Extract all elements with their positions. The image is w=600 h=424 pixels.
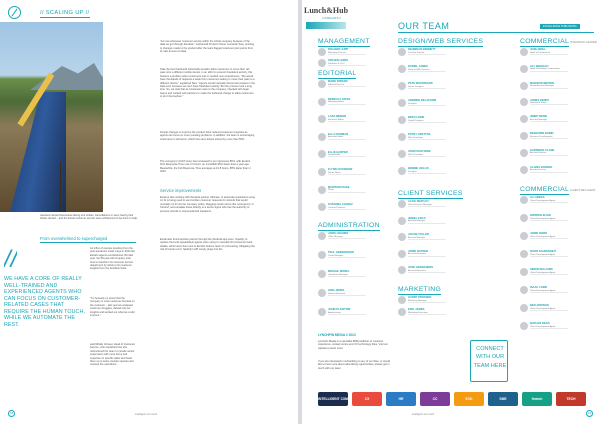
avatar <box>398 308 406 316</box>
member-name: BENJAMIN BOBIN <box>530 132 554 136</box>
avatar <box>520 268 528 276</box>
brand-swoosh <box>306 22 346 29</box>
member-contact-line <box>408 223 446 224</box>
member-role: Creative Director <box>408 51 425 54</box>
member-contact-line <box>328 192 366 193</box>
contact-text: Lynchpin Media is a specialist B2B publisher of customer experience, contact centre and CX technology titles. Visit our website to learn more. <box>318 340 388 350</box>
avatar <box>318 168 326 176</box>
member-role: Assistant Editor <box>328 136 344 139</box>
member-role: Account Executive <box>408 269 426 272</box>
member-name: MARK SPEERS <box>328 80 348 84</box>
section-editorial: EDITORIAL <box>318 70 357 77</box>
member-name: FRYNY CRETTAN <box>408 133 431 137</box>
member-name: LARA MENON <box>328 115 347 119</box>
member-role: Account Manager <box>530 118 548 121</box>
member-name: ALI ABBAS <box>530 196 545 200</box>
avatar <box>318 232 326 240</box>
commercial-2-subtitle: (CLIENT DEV AGENT) <box>570 189 597 192</box>
avatar <box>520 82 528 90</box>
team-member <box>318 80 390 89</box>
avatar <box>520 196 528 204</box>
section-management: MANAGEMENT <box>318 38 370 45</box>
member-name: JENNA GOLD <box>408 216 426 220</box>
publication-logo[interactable]: CC <box>420 392 450 406</box>
member-role: Business Development <box>530 135 553 138</box>
team-member <box>398 48 470 57</box>
team-member <box>520 166 592 175</box>
member-name: ANDREW DELAFORM <box>408 99 437 103</box>
avatar <box>318 98 326 106</box>
team-member <box>318 59 390 68</box>
member-role: Account Director <box>530 169 547 172</box>
member-name: ALAINA BARKER <box>530 165 553 169</box>
member-role: Digital Designer <box>408 119 424 122</box>
member-role: Managing Editor <box>328 101 344 104</box>
team-member <box>318 232 390 241</box>
avatar <box>520 132 528 140</box>
member-contact-line <box>328 139 366 140</box>
member-role: Client Development Agent <box>530 217 556 220</box>
track-line <box>60 162 61 212</box>
section-marketing: MARKETING <box>398 286 442 293</box>
avatar <box>520 48 528 56</box>
member-name: JOHN PLAISTOW <box>328 308 351 312</box>
team-member <box>398 150 470 159</box>
cta-text[interactable]: CONNECT WITH OUR TEAM HERE <box>473 346 507 369</box>
section-commercial: COMMERCIAL <box>520 38 570 45</box>
member-role: Account Director <box>530 152 547 155</box>
member-role: Administrator <box>328 311 341 314</box>
team-member <box>318 115 390 124</box>
page-number-right: 19 <box>587 411 592 415</box>
member-role: Senior Designer <box>408 85 424 88</box>
member-name: JAMIE WARD <box>530 232 548 236</box>
member-name: BEN ADDISON <box>530 304 549 308</box>
avatar <box>318 251 326 259</box>
publication-logo[interactable]: TECH <box>556 392 586 406</box>
body-mid-c: said Mirelle Verveel, Head of Customer Service, who explained how she restructured her team to include senior supervisors with more focus and expertise on specific tasks and freed them up to solve complex queries and oversee the operations. <box>90 343 135 367</box>
member-name: ISAAC LOWE <box>530 286 548 290</box>
pullquote-mark: // <box>4 246 18 273</box>
avatar <box>398 217 406 225</box>
title-rule <box>398 32 594 33</box>
member-role: Designer <box>408 170 417 173</box>
member-role: Client Development Agent <box>530 289 556 292</box>
avatar <box>318 150 326 158</box>
publication-logo[interactable]: CX <box>352 392 382 406</box>
brand-tagline: // INSIGHTS // <box>322 16 342 20</box>
member-contact-line <box>530 155 568 156</box>
body-right-2: Take the fact that Eurail historically wouldn't allow customers to move their rail pass onto a different mobile device, in an effort to prevent fraudulent activity; this became a problem when customers lost or needed new smartphones. "We would have thousands of requests a week from customers asking to move their pass to a different device," explained Sisa. "Agents would manually disconnect passes in the back-end, because we can't have fraudulent activity. But the process took a long time. So, we took that as a business case to the company, checked with legal teams and worked with partners to make the technical change to allow customers to do it themselves." <box>160 68 255 99</box>
member-role: Writer <box>328 189 334 192</box>
member-role: Office Manager <box>328 235 343 238</box>
member-name: DAVID FAHRENHEIT <box>530 250 557 254</box>
member-name: JAMIE RAYNER <box>408 249 429 253</box>
member-contact-line <box>530 71 568 72</box>
subheading-rule <box>40 242 136 243</box>
member-contact-line <box>328 104 366 105</box>
avatar <box>398 250 406 258</box>
publication-logo[interactable]: INTELLIGENT CXM <box>318 392 348 406</box>
member-name: WARREN ELKIN <box>530 214 551 218</box>
team-member <box>398 233 470 242</box>
member-name: GINA JENKS <box>328 289 345 293</box>
member-name: STEVEN LEWIS <box>328 59 349 63</box>
right-page <box>302 0 600 424</box>
member-role: Finance Assistant <box>328 292 346 295</box>
team-member <box>520 304 592 313</box>
member-name: ELLA PAIRMAN <box>328 133 349 137</box>
member-name: JACOB TAYLOR <box>408 233 429 237</box>
member-name: MIKHAIL MOREL <box>328 270 350 274</box>
body-right-5: Eurail is also working with Zendesk partner Ultimate, to automate resolutions using AI. AI is being used to send written customer requests for refunds that would normally not fit into the company policy. Flagging certain terms like 'emergency' or 'funeral', and escalate these directly to a senior agent who has the authority to process refunds in unprecedented situations. <box>160 196 255 213</box>
avatar <box>318 186 326 194</box>
team-member <box>520 132 592 141</box>
member-name: FLYNN GOODNOW <box>328 168 353 172</box>
member-name: JAMES PENNY <box>530 98 550 102</box>
member-name: RICHARD JUPP <box>328 48 349 52</box>
member-name: DANIEL JAMES <box>408 65 428 69</box>
member-role: Account Manager <box>408 220 426 223</box>
team-member <box>398 167 470 176</box>
avatar <box>398 296 406 304</box>
member-role: Head of Commercial <box>530 51 550 54</box>
team-member <box>318 168 390 177</box>
brand-logo: Lunch&Hub <box>304 6 349 15</box>
avatar <box>318 59 326 67</box>
member-role: Head of Web Services <box>408 68 430 71</box>
member-role: Web Developer <box>408 136 424 139</box>
team-member <box>520 268 592 277</box>
photo-caption: travelers carried themselves facing tour strikes, cancellations or seen having their tickets denied – and the Eurail customer service team whiteboxed to be there to help. <box>40 214 138 221</box>
member-name: REBECCA HICKS <box>328 97 351 101</box>
section-design: DESIGN/WEB SERVICES <box>398 38 484 45</box>
team-member <box>318 289 390 298</box>
footer-url-left[interactable]: intelligent-cxm.tech <box>135 413 158 416</box>
avatar <box>318 270 326 278</box>
member-name: JIMMY BENN <box>530 115 547 119</box>
train-photo <box>0 22 103 212</box>
team-member <box>520 322 592 331</box>
member-role: Client Development Agent <box>530 271 556 274</box>
team-member <box>520 250 592 259</box>
member-contact-line <box>530 172 568 173</box>
team-member <box>318 270 390 279</box>
team-member <box>398 250 470 259</box>
member-role: Web Developer <box>408 153 424 156</box>
avatar <box>520 65 528 73</box>
team-member <box>520 65 592 74</box>
member-role: Managing Director <box>328 51 346 54</box>
member-name: HARRISON CLARK <box>530 149 555 153</box>
member-name: SUSANNA CHAVEZ <box>328 203 353 207</box>
avatar <box>520 166 528 174</box>
section-header: // SCALING UP // <box>40 10 90 16</box>
avatar <box>398 266 406 274</box>
avatar <box>398 99 406 107</box>
avatar <box>520 286 528 294</box>
member-name: JOSH HERNANDES <box>408 266 434 270</box>
avatar <box>520 115 528 123</box>
body-right-3: Simple changes to improve the product have reduced customer enquiries as agents can focus on more pressing problems. In addition, the team is encouraging customers to self-serve, which has seen tickets solved by more than 50%. <box>160 131 255 141</box>
member-role: Senior Writer <box>328 171 341 174</box>
publication-logo[interactable]: SME <box>488 392 518 406</box>
member-name: HARRY PROSSER <box>408 296 432 300</box>
team-member <box>520 149 592 158</box>
member-name: JANIS HOLMES <box>328 232 349 236</box>
body-mid-a: An influx of queries resulting from the post-pandemic travel surge in 2022 left Eurail's agents overwhelmed. But last year, the 68-year-old company took time to transform its customer service department by delving into customer insights from the Zendesk Suite. <box>90 247 135 271</box>
team-member <box>520 98 592 107</box>
cta-box[interactable] <box>470 340 508 382</box>
member-role: Editorial Director <box>328 83 345 86</box>
team-member <box>398 99 470 108</box>
member-contact-line <box>408 256 446 257</box>
body-mid-b: "I'm honestly so proud that the company is more customer-focused on the customer – last year we analysed customer struggles, delved into our insights and worked out what we could improve," <box>90 297 135 318</box>
member-name: ALICE WHITLEY <box>408 200 429 204</box>
section-commercial-2: COMMERCIAL <box>520 186 570 193</box>
member-role: Account Executive <box>408 253 426 256</box>
team-member <box>398 200 470 209</box>
train-body <box>10 92 66 212</box>
avatar <box>398 82 406 90</box>
contact-title: LYNCHPIN MEDIA // 2024 <box>318 333 356 337</box>
member-name: BENNIE HOLLIS <box>408 167 429 171</box>
member-role: Digital Editor <box>328 153 341 156</box>
team-member <box>520 214 592 223</box>
subheading-2: Service improvements <box>160 188 202 193</box>
avatar <box>398 233 406 241</box>
publication-logo[interactable]: HR <box>386 392 416 406</box>
publication-logo[interactable]: fintech <box>522 392 552 406</box>
member-role: Client Development Agent <box>530 199 556 202</box>
member-role: Operations Manager <box>328 273 348 276</box>
team-member <box>318 203 390 212</box>
member-name: SIMON WILLIAMS <box>530 268 553 272</box>
team-member <box>318 48 390 57</box>
section-administration: ADMINISTRATION <box>318 222 380 229</box>
avatar <box>520 214 528 222</box>
avatar <box>398 167 406 175</box>
avatar <box>520 98 528 106</box>
member-role: Marketing Executive <box>408 311 428 314</box>
avatar <box>520 304 528 312</box>
avatar <box>398 133 406 141</box>
member-name: ERIC JAMES <box>408 308 425 312</box>
team-member <box>318 186 390 195</box>
member-role: Marketing Manager <box>408 299 427 302</box>
page-number-left: 18 <box>9 411 14 415</box>
member-role: Head of Strategic Partnerships <box>530 68 560 71</box>
team-member <box>398 82 470 91</box>
member-name: DEHWRAN BENNETT <box>408 48 436 52</box>
team-member <box>520 48 592 57</box>
member-role: Publisher & CEO <box>328 62 345 65</box>
member-name: MADISON PAIGE <box>328 185 350 189</box>
member-role: Account Manager <box>408 236 426 239</box>
contact-text-2: If you are interested in subscribing to any of our titles, or would like to hear more about advertising opportunities, please get in touch with our team. <box>318 360 390 370</box>
avatar <box>398 116 406 124</box>
member-contact-line <box>530 88 568 89</box>
avatar <box>520 250 528 258</box>
commercial-subtitle: (STRATEGIC LEADER) <box>570 41 598 44</box>
team-member <box>398 133 470 142</box>
footer-url-right[interactable]: intelligent-cxm.tech <box>412 413 435 416</box>
team-member <box>520 196 592 205</box>
member-role: Director of Sales <box>530 101 547 104</box>
member-name: PETE WOODWARD <box>408 82 433 86</box>
member-name: ELLIE HARPER <box>328 150 348 154</box>
team-member <box>398 65 470 74</box>
team-member <box>398 296 470 305</box>
member-role: Client Services Manager <box>408 203 432 206</box>
avatar <box>318 308 326 316</box>
publisher-badge: EXCELLENCE PUBLISHING <box>540 24 580 29</box>
section-client-services: CLIENT SERVICES <box>398 190 463 197</box>
member-name: NATHAN DEAN <box>530 322 550 326</box>
member-name: JOSH BRILL <box>530 48 546 52</box>
team-member <box>398 116 470 125</box>
avatar <box>318 203 326 211</box>
member-name: BEN FLORIE <box>408 116 425 120</box>
left-page <box>0 0 298 424</box>
member-name: MADISON BROWN <box>530 81 554 85</box>
pullquote: WE HAVE A CORE OF REALLY WELL-TRAINED AND EXPERIENCED AGENTS WHO CAN FOCUS ON CUSTOMER-RELATED CASES THAT REQUIRE THE HUMAN TOUCH, WHILE WE AUTOMATE THE REST. <box>4 276 85 328</box>
avatar <box>318 289 326 297</box>
member-role: Research Editor <box>328 118 344 121</box>
member-role: Client Development Agent <box>530 235 556 238</box>
team-member <box>318 133 390 142</box>
team-member <box>398 308 470 317</box>
team-member <box>520 82 592 91</box>
body-right-6: Eurail also found another partner through the Zendesk app store. Sparkly, to replace the local spreadsheet agents were using to manually find customer bank details, which were then sent to Eurail's finance team for processing. Mitigating the risk of human error, Sparkly's API simply plugs into the <box>160 238 255 252</box>
avatar <box>520 149 528 157</box>
avatar <box>398 200 406 208</box>
body-right-4: The company's CSAT score has increased by an impressive 86%, with Eurail's First Response Time now 3.4 hours, an incredible 95% faster than a year ago. Meanwhile, the Full Response Time averages at 10.8 hours, 88% faster than in 2022. <box>160 160 251 174</box>
member-role: Credit Manager <box>328 254 344 257</box>
team-member <box>318 308 390 317</box>
avatar <box>318 115 326 123</box>
team-member <box>398 217 470 226</box>
avatar <box>318 48 326 56</box>
body-right-1: "As now whenever customer service within the whole company because of the data we get through Zendesk," said Eurail Product Owner Leonardo Sisa, pointing to changes made to the product after the team flagged customer pain points from its vast amount of data. <box>160 40 255 54</box>
member-name: ALY BRADLEY <box>530 65 549 69</box>
member-role: Client Development Agent <box>530 307 556 310</box>
team-member <box>520 286 592 295</box>
avatar <box>398 48 406 56</box>
team-member <box>318 150 390 159</box>
team-member <box>520 115 592 124</box>
avatar <box>398 65 406 73</box>
member-role: Senior Account Manager <box>530 85 554 88</box>
avatar <box>520 232 528 240</box>
member-contact-line <box>408 102 446 106</box>
member-role: Client Development Agent <box>530 253 556 256</box>
header-rule <box>40 17 90 18</box>
page-title: OUR TEAM <box>398 21 450 31</box>
team-member <box>318 251 390 260</box>
avatar <box>398 150 406 158</box>
member-role: Content Producer <box>328 206 346 209</box>
member-role: Designer <box>408 102 417 105</box>
avatar <box>318 133 326 141</box>
team-member <box>398 266 470 275</box>
avatar <box>318 80 326 88</box>
member-name: PAUL GREENWOOD <box>328 251 355 255</box>
subheading: From overwhelmed to supercharged <box>40 236 108 241</box>
publication-logo[interactable]: EXO <box>454 392 484 406</box>
team-member <box>318 98 390 107</box>
member-name: JONATHAN WINE <box>408 150 431 154</box>
avatar <box>520 322 528 330</box>
member-role: Client Development Agent <box>530 325 556 328</box>
team-member <box>520 232 592 241</box>
member-contact-line <box>408 170 446 174</box>
